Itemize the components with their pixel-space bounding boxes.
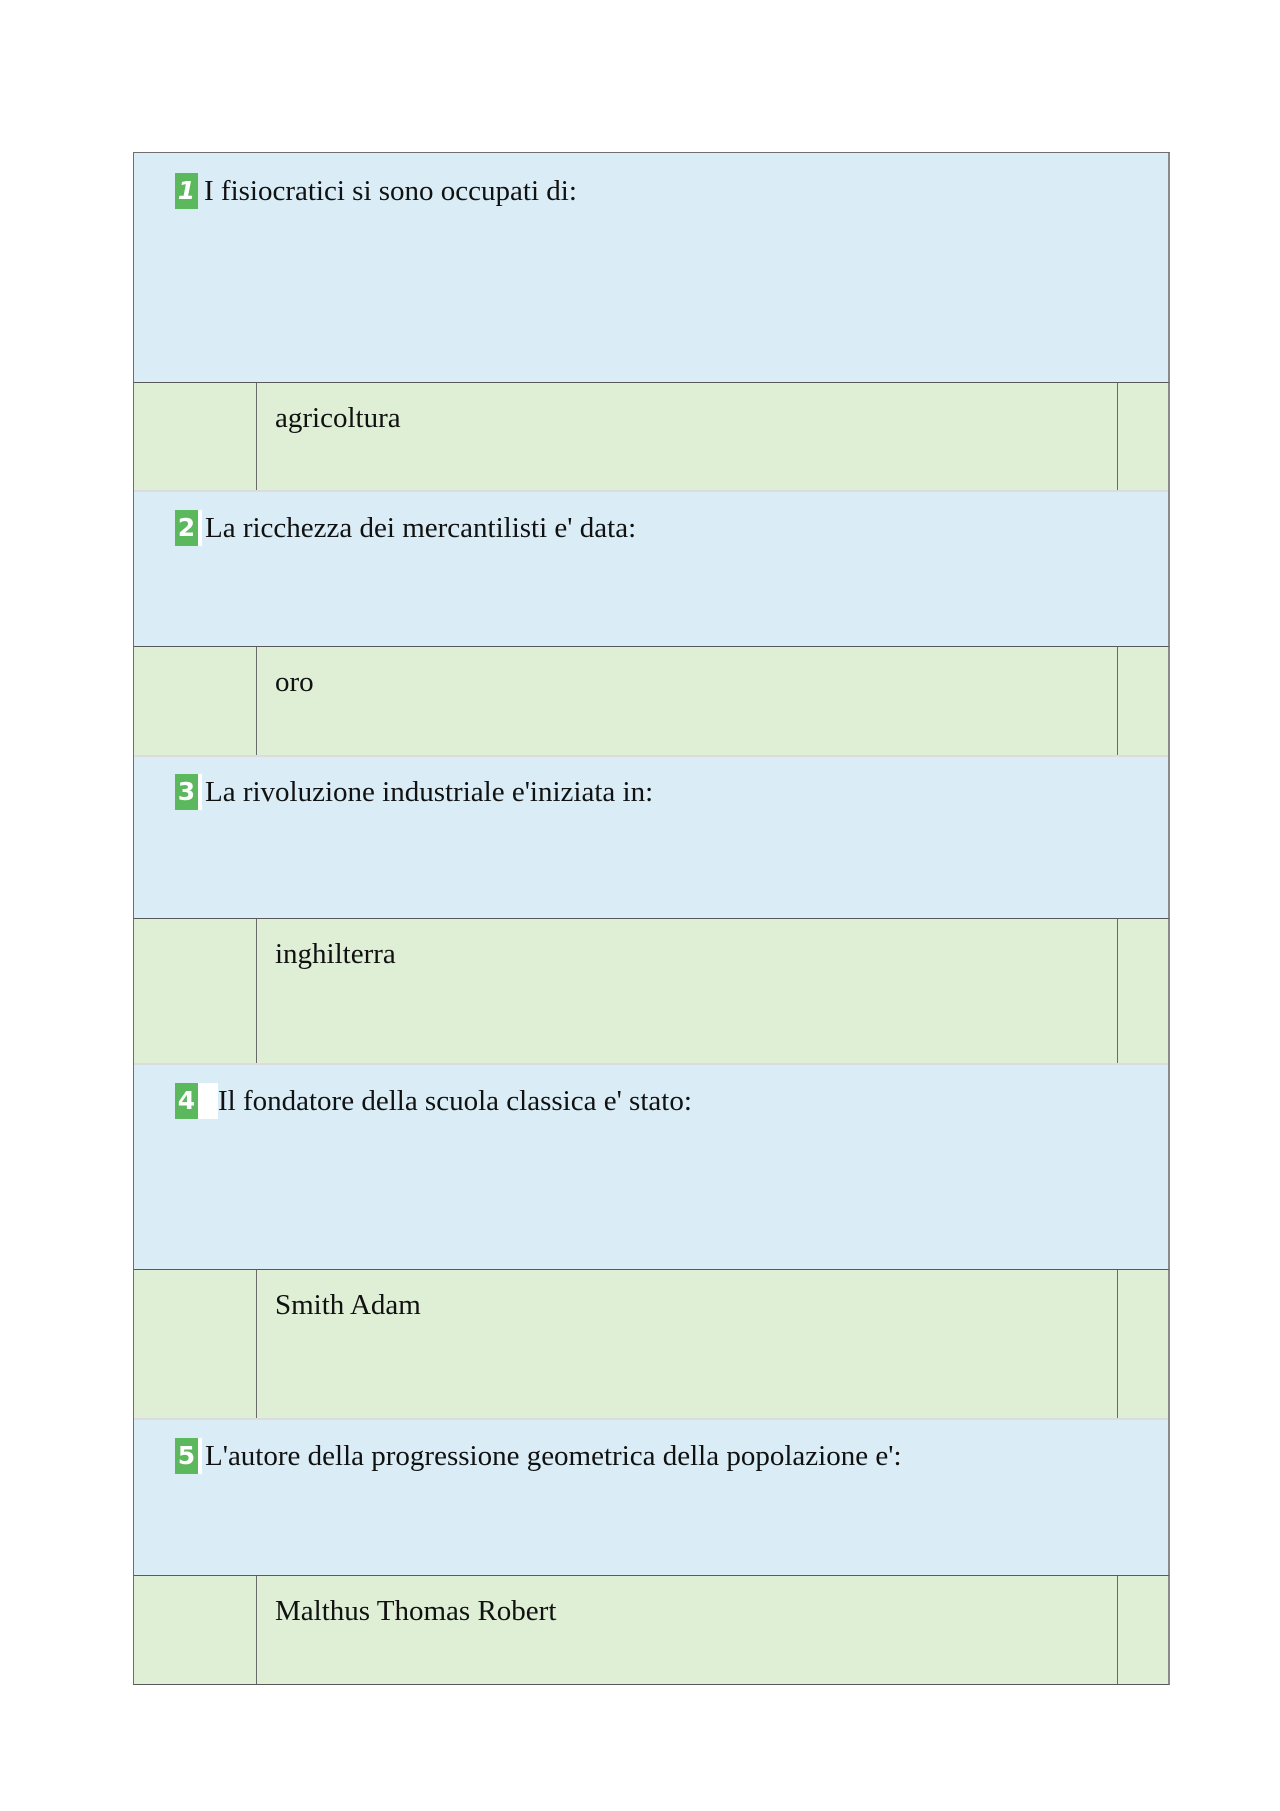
question-text: L'autore della progressione geometrica della popolazione e':: [205, 1440, 902, 1472]
question-row-2: [133, 492, 1170, 646]
question-text: La ricchezza dei mercantilisti e' data:: [205, 512, 637, 544]
badge-spacer: [198, 510, 202, 546]
answer-text: agricoltura: [275, 402, 401, 434]
question-row-5: [133, 1420, 1170, 1575]
answer-row-2: [133, 646, 1170, 757]
question-number-badge: 1: [175, 173, 198, 209]
question-number-badge: 2: [175, 510, 198, 546]
answer-text: oro: [275, 666, 314, 698]
question-4: [175, 1083, 692, 1119]
question-3: [175, 774, 653, 810]
column-divider: [1117, 1576, 1118, 1684]
column-divider: [256, 383, 257, 492]
answer-text: inghilterra: [275, 938, 396, 970]
question-row-4: [133, 1065, 1170, 1269]
answer-row-1: [133, 382, 1170, 492]
question-number-badge: 3: [175, 774, 198, 810]
column-divider: [256, 1576, 257, 1684]
question-1: [175, 173, 577, 209]
badge-spacer: [198, 774, 202, 810]
badge-spacer: [198, 1438, 202, 1474]
question-2: [175, 510, 636, 546]
column-divider: [1117, 383, 1118, 492]
answer-row-5: [133, 1575, 1170, 1685]
answer-text: Smith Adam: [275, 1289, 421, 1321]
question-text: I fisiocratici si sono occupati di:: [204, 175, 577, 207]
question-5: [175, 1438, 902, 1474]
column-divider: [1117, 1270, 1118, 1420]
column-divider: [1117, 647, 1118, 757]
quiz-table: [133, 152, 1170, 1685]
badge-spacer: [198, 1083, 218, 1119]
answer-text: Malthus Thomas Robert: [275, 1595, 557, 1627]
answer-row-4: [133, 1269, 1170, 1420]
column-divider: [256, 919, 257, 1065]
question-row-1: [133, 153, 1170, 382]
question-number-badge: 4: [175, 1083, 198, 1119]
question-text: Il fondatore della scuola classica e' stato:: [218, 1085, 692, 1117]
question-text: La rivoluzione industriale e'iniziata in:: [205, 776, 654, 808]
answer-row-3: [133, 918, 1170, 1065]
column-divider: [256, 1270, 257, 1420]
question-row-3: [133, 757, 1170, 918]
column-divider: [256, 647, 257, 757]
question-number-badge: 5: [175, 1438, 198, 1474]
column-divider: [1117, 919, 1118, 1065]
